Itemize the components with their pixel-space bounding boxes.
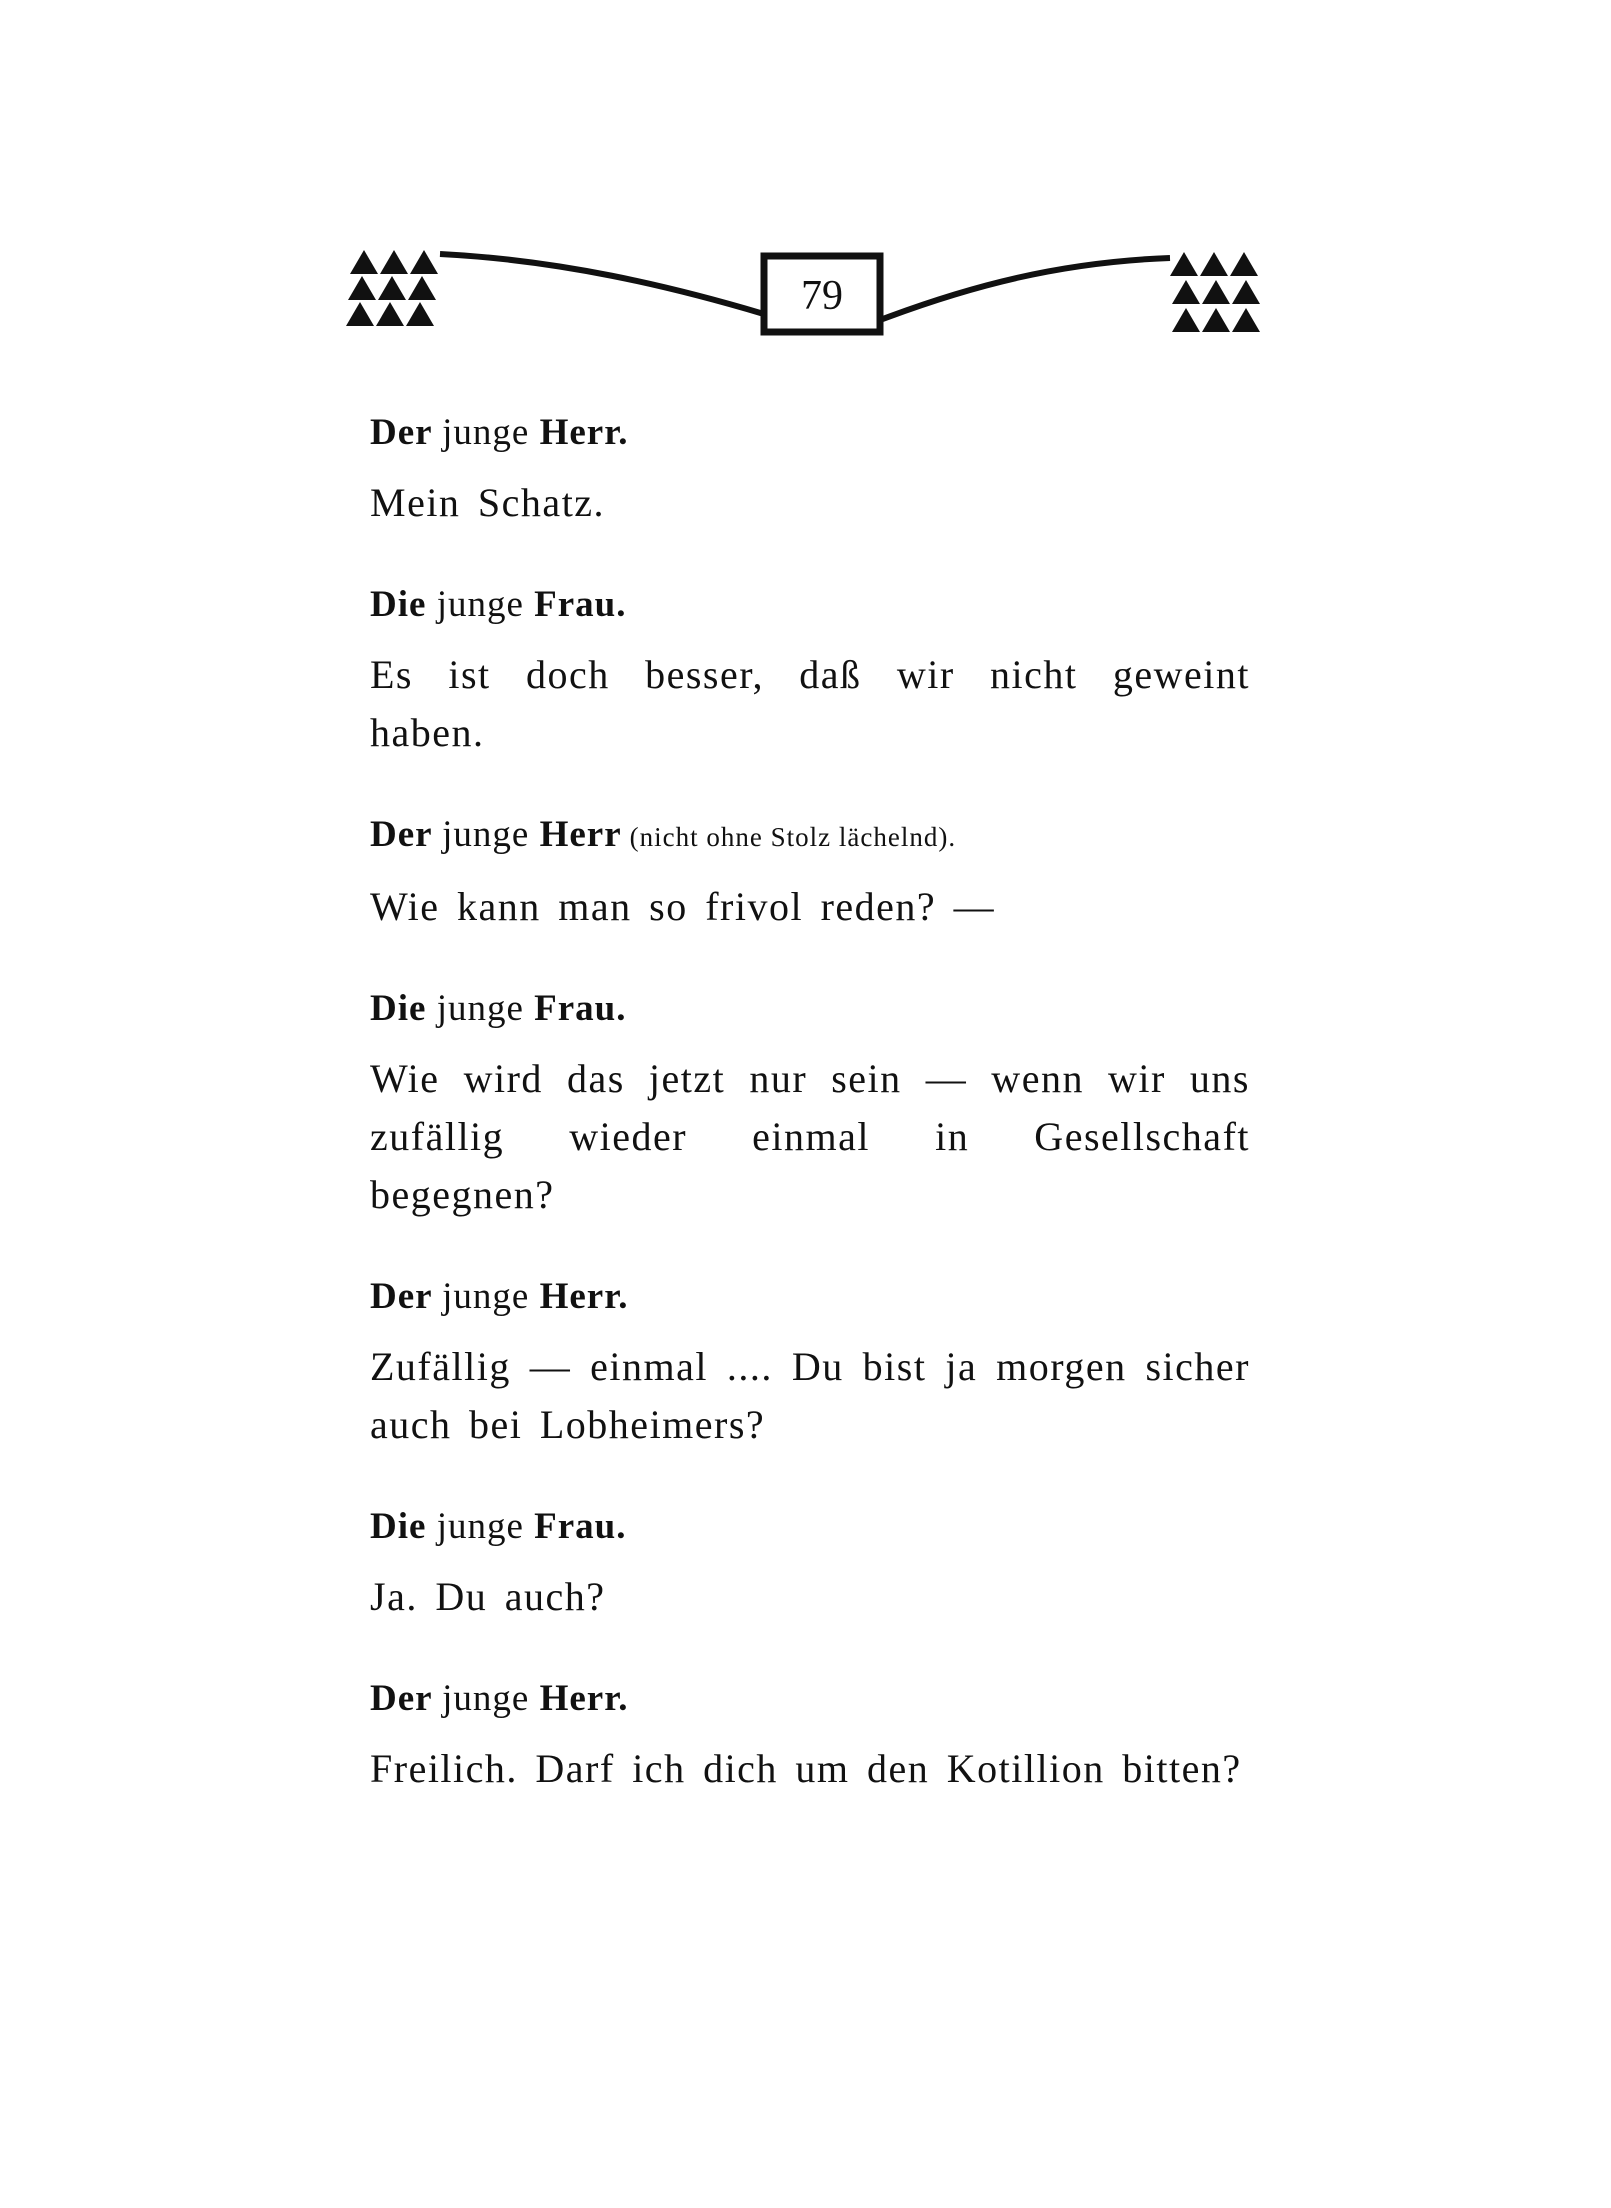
speech-line: Mein Schatz. — [370, 480, 606, 525]
speaker-name: Der junge Herr. — [370, 412, 629, 453]
speech-block — [370, 410, 1250, 532]
speaker-name: Der junge Herr. — [370, 1678, 629, 1719]
left-swoosh-icon — [440, 254, 764, 314]
speaker-name: Der junge Herr (nicht ohne Stolz lächelnd). — [370, 814, 957, 855]
speech-block — [370, 986, 1250, 1224]
dialogue-text — [370, 410, 1250, 1848]
speech-line: Wie kann man so frivol reden? — — [370, 884, 996, 929]
page-number: 79 — [801, 273, 843, 319]
right-triangle-cluster-icon — [1170, 252, 1260, 332]
speech-block — [370, 582, 1250, 762]
speaker-name: Die junge Frau. — [370, 1506, 627, 1547]
speech-block — [370, 1504, 1250, 1626]
speaker-name: Die junge Frau. — [370, 584, 627, 625]
right-swoosh-icon — [880, 258, 1170, 320]
speech-line: Freilich. Darf ich dich um den Kotillion bitten? — [370, 1746, 1242, 1791]
speaker-name: Die junge Frau. — [370, 988, 627, 1029]
speech-block — [370, 812, 1250, 936]
speech-line: Wie wird das jetzt nur sein — wenn wir uns zufällig wieder einmal in Gesellschaft begegnen? — [370, 1056, 1250, 1217]
speech-line: Zufällig — einmal .... Du bist ja morgen sicher auch bei Lobheimers? — [370, 1344, 1250, 1447]
speech-block — [370, 1676, 1250, 1798]
speech-line: Es ist doch besser, daß wir nicht geweint haben. — [370, 652, 1250, 755]
speech-block — [370, 1274, 1250, 1454]
stage-direction: (nicht ohne Stolz lächelnd). — [629, 822, 957, 852]
page-header-ornament — [340, 240, 1310, 350]
speech-line: Ja. Du auch? — [370, 1574, 606, 1619]
left-triangle-cluster-icon — [346, 250, 438, 326]
speaker-name: Der junge Herr. — [370, 1276, 629, 1317]
